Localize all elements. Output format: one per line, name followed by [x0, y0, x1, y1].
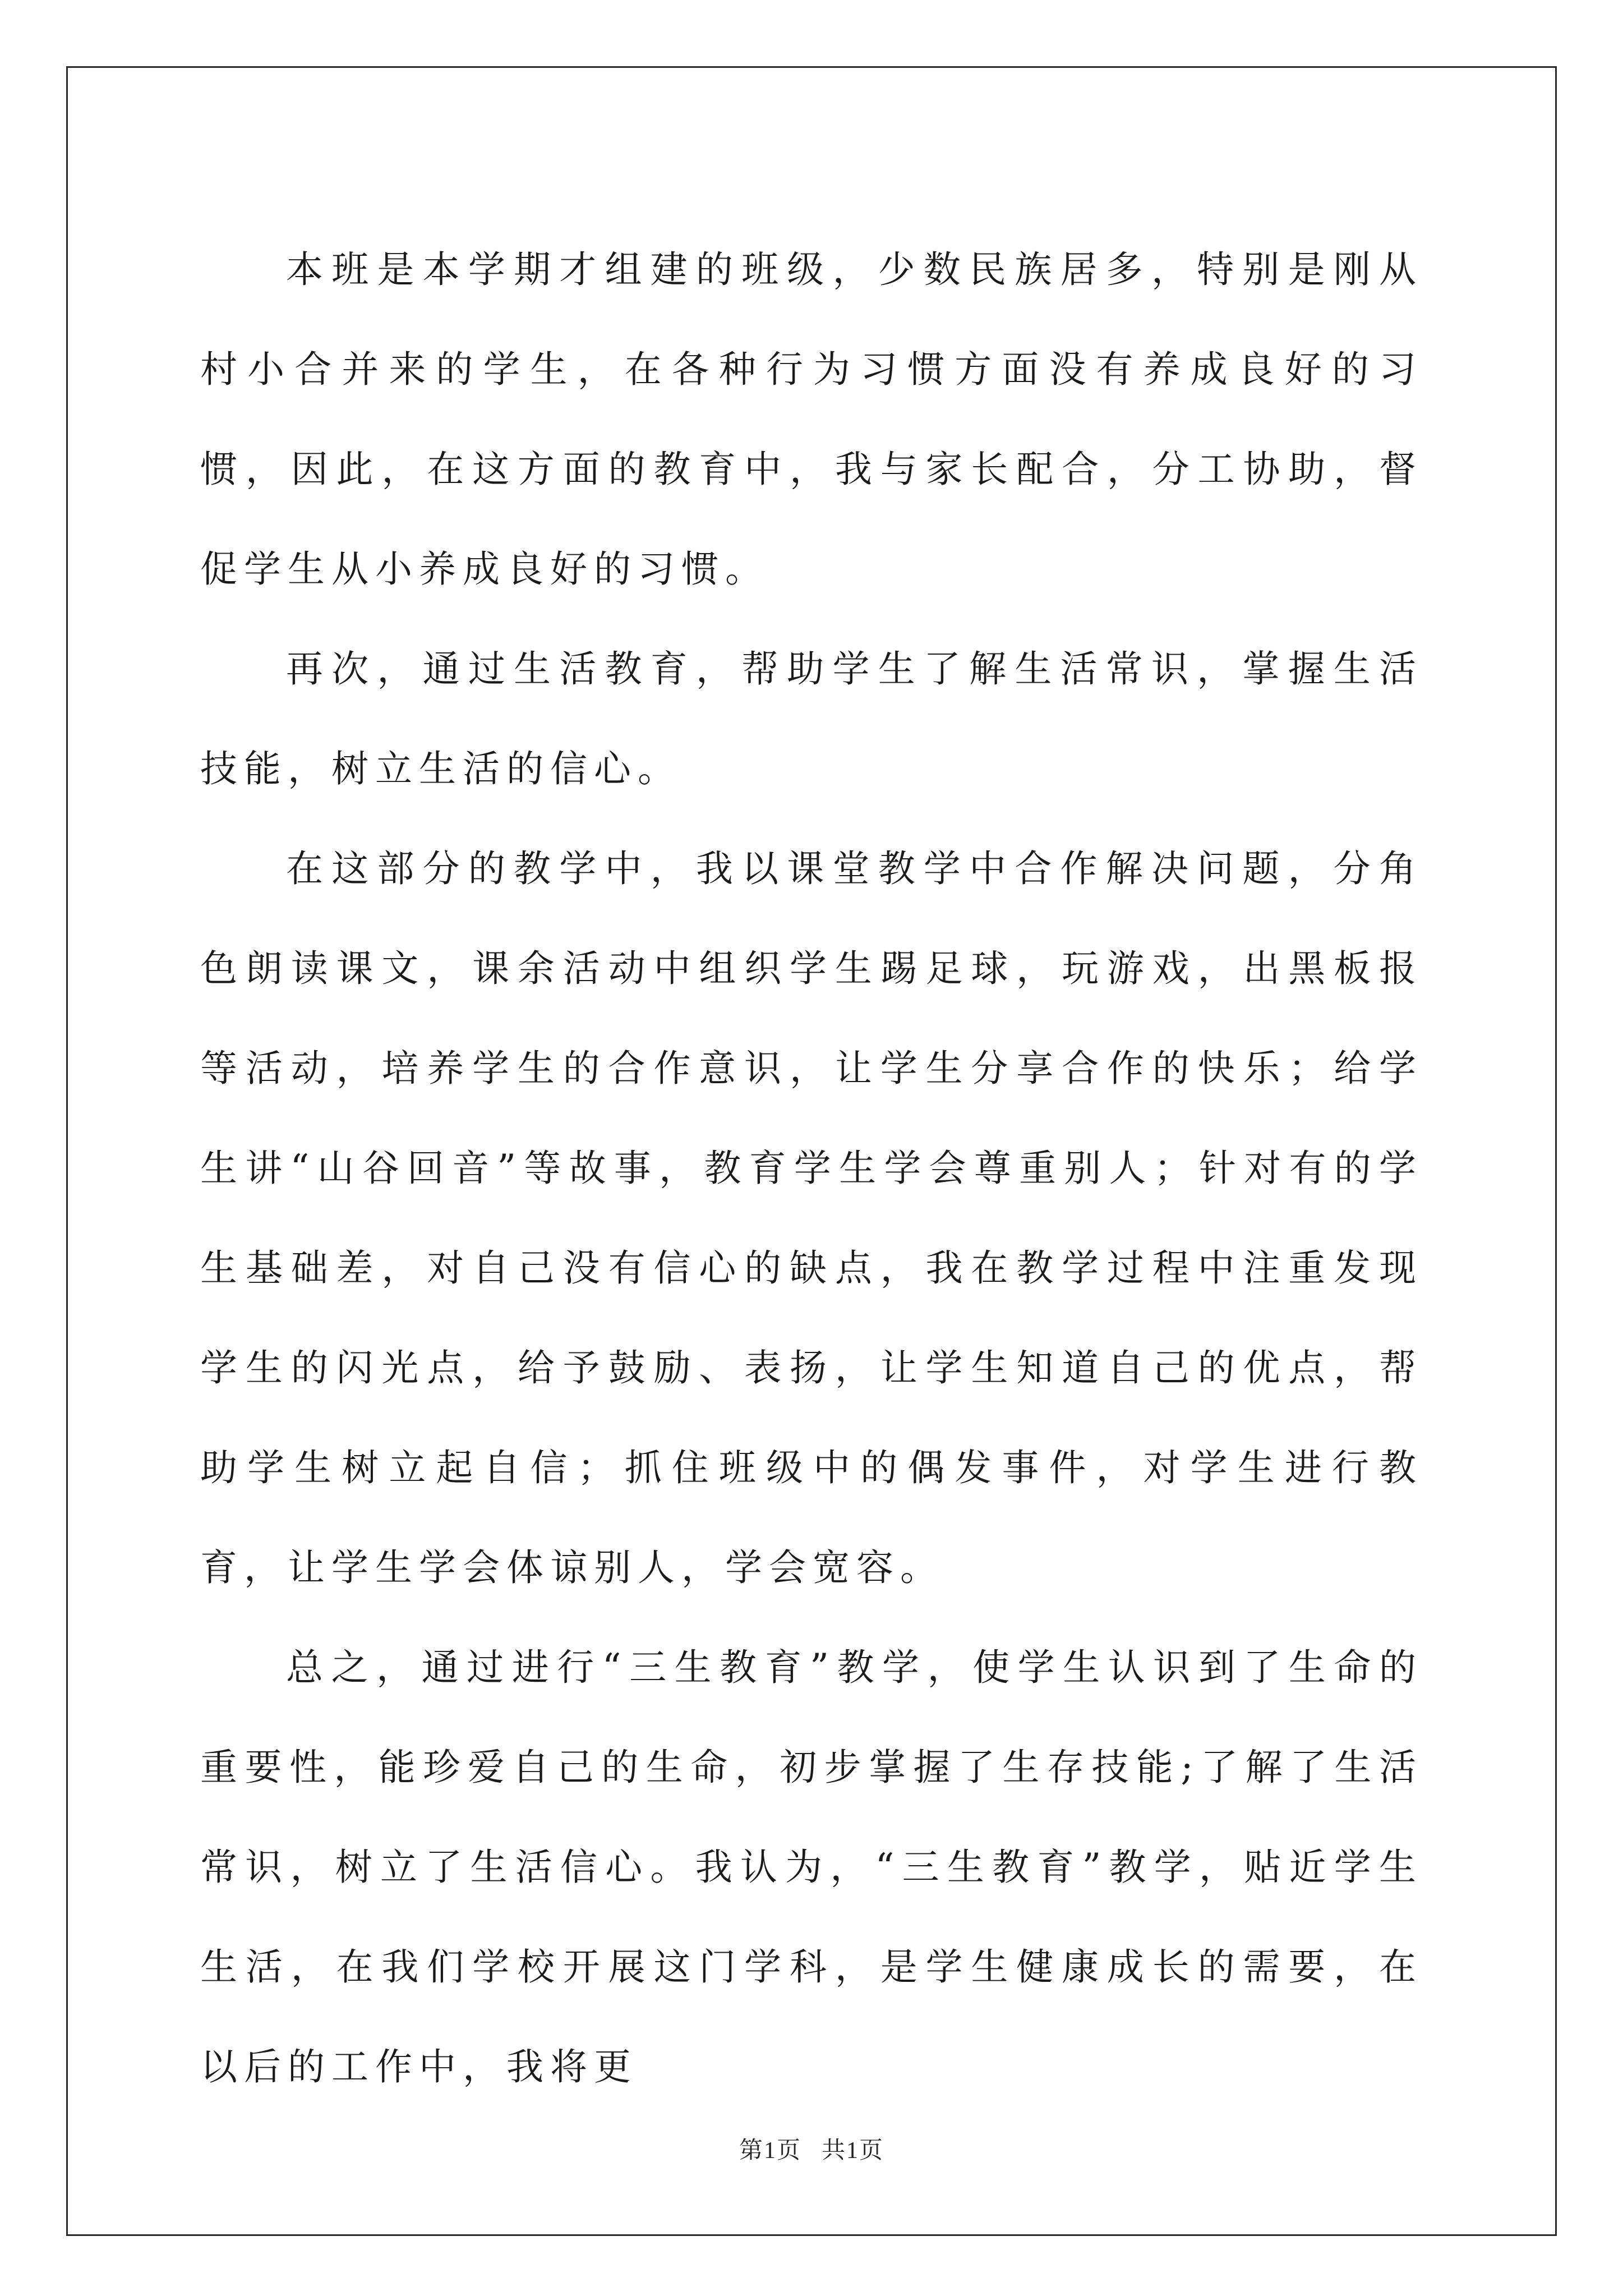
paragraph: 总之，通过进行“三生教育”教学，使学生认识到了生命的重要性，能珍爱自己的生命，初步掌握了生存技能;了解了生活常识，树立了生活信心。我认为，“三生教育”教学，贴近学生生活，在我们学校开展这门学科，是学生健康成长的需要，在以后的工作中，我将更 [200, 1646, 1423, 2088]
page-number: 第1页 [739, 2138, 801, 2164]
paragraph: 再次，通过生活教育，帮助学生了解生活常识，掌握生活技能，树立生活的信心。 [200, 647, 1423, 790]
page-count: 共1页 [822, 2138, 884, 2164]
document-body [200, 220, 1423, 2117]
page-footer [0, 2132, 1623, 2165]
paragraph: 本班是本学期才组建的班级，少数民族居多，特别是刚从村小合并来的学生，在各种行为习惯方面没有养成良好的习惯，因此，在这方面的教育中，我与家长配合，分工协助，督促学生从小养成良好的习惯。 [200, 248, 1423, 591]
paragraph: 在这部分的教学中，我以课堂教学中合作解决问题，分角色朗读课文，课余活动中组织学生踢足球，玩游戏，出黑板报等活动，培养学生的合作意识，让学生分享合作的快乐；给学生讲“山谷回音”等故事，教育学生学会尊重别人；针对有的学生基础差，对自己没有信心的缺点，我在教学过程中注重发现学生的闪光点，给予鼓励、表扬，让学生知道自己的优点，帮助学生树立起自信；抓住班级中的偶发事件，对学生进行教育，让学生学会体谅别人，学会宽容。 [200, 847, 1423, 1589]
